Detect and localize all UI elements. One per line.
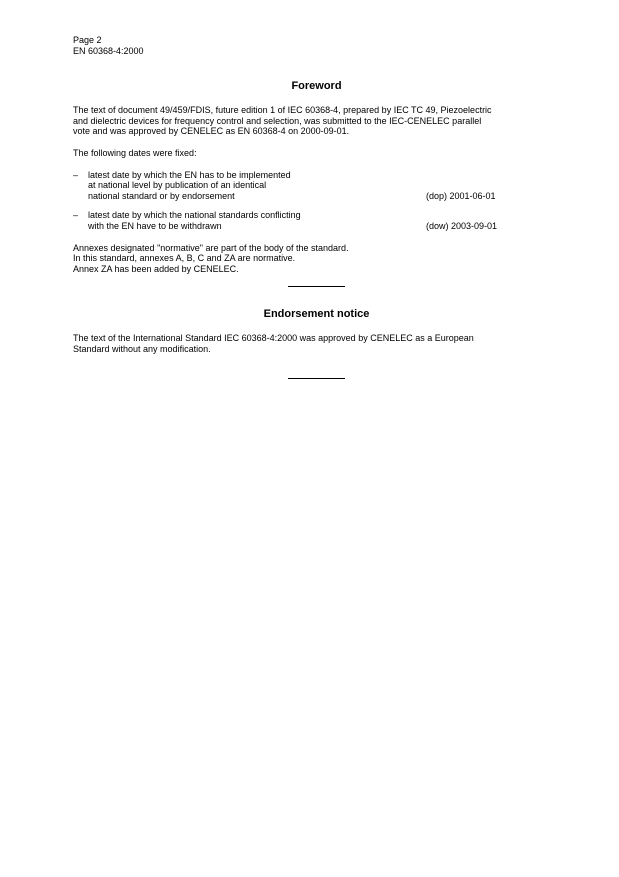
foreword-intro-line: The text of document 49/459/FDIS, future edition 1 of IEC 60368-4, prepared by IEC TC 49, Piezoelectric	[73, 105, 492, 116]
list-dash: –	[73, 210, 79, 221]
endorsement-line: Standard without any modification.	[73, 343, 211, 354]
endorsement-line: The text of the International Standard IEC 60368-4:2000 was approved by CENELEC as a European	[73, 333, 474, 344]
date-code-dop: (dop) 2001-06-01	[426, 190, 496, 201]
date-item-line: national standard or by endorsement	[88, 190, 235, 201]
annex-line: Annex ZA has been added by CENELEC.	[73, 263, 239, 274]
page-number: Page 2	[73, 35, 102, 45]
annex-paragraph	[73, 243, 560, 275]
annex-line: Annexes designated "normative" are part of the body of the standard.	[73, 242, 349, 253]
date-item-dop	[73, 170, 560, 202]
foreword-intro-line: and dielectric devices for frequency control and selection, was submitted to the IEC-CENELEC parallel	[73, 115, 482, 126]
dates-list	[73, 170, 560, 232]
foreword-intro-paragraph	[73, 105, 560, 137]
section-divider	[288, 378, 345, 379]
endorsement-paragraph	[73, 333, 560, 354]
page-header	[73, 35, 560, 56]
section-divider	[288, 286, 345, 287]
date-item-line: latest date by which the EN has to be implemented	[88, 169, 291, 180]
annex-line: In this standard, annexes A, B, C and ZA are normative.	[73, 253, 296, 264]
date-item-line: latest date by which the national standards conflicting	[88, 210, 301, 221]
date-code-dow: (dow) 2003-09-01	[426, 220, 498, 231]
endorsement-title: Endorsement notice	[263, 308, 370, 321]
standard-number: EN 60368-4:2000	[73, 45, 144, 56]
date-item-line: with the EN have to be withdrawn	[88, 220, 222, 231]
foreword-intro-line: vote and was approved by CENELEC as EN 60368-4 on 2000-09-01.	[73, 126, 350, 137]
date-item-dow	[73, 210, 560, 231]
list-dash: –	[73, 169, 79, 180]
dates-intro: The following dates were fixed:	[73, 147, 197, 158]
document-page	[73, 35, 560, 379]
date-item-line: at national level by publication of an identical	[88, 180, 267, 191]
foreword-title: Foreword	[291, 80, 342, 93]
